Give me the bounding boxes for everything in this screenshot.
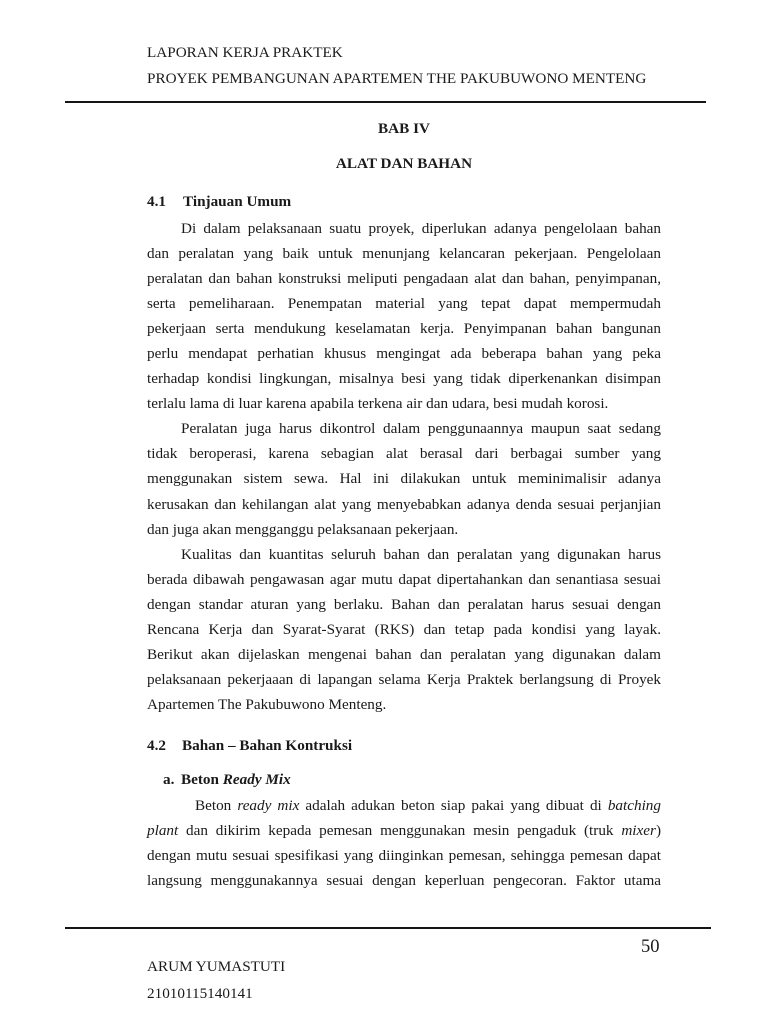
paragraph-line: menggunakan sistem sewa. Hal ini dilakukan untuk meminimalisir adanya xyxy=(147,470,661,488)
paragraph-line: Peralatan juga harus dikontrol dalam penggunaannya maupun saat sedang xyxy=(181,420,661,438)
section-title: Tinjauan Umum xyxy=(183,193,292,210)
footer-author: ARUM YUMASTUTI xyxy=(147,958,286,975)
paragraph-line: berada dibawah pengawasan agar mutu dapat dipertahankan dan senantiasa sesuai xyxy=(147,570,661,588)
header-report-title: LAPORAN KERJA PRAKTEK xyxy=(147,44,343,61)
paragraph-line xyxy=(147,793,661,818)
paragraph-line: Kualitas dan kuantitas seluruh bahan dan peralatan yang digunakan harus xyxy=(181,545,661,563)
italic-term: plant xyxy=(147,821,179,839)
paragraph-line: dan peralatan yang baik untuk menunjang kelancaran pekerjaan. Pengelolaan xyxy=(147,244,661,262)
paragraph-line: Apartemen The Pakubuwono Menteng. xyxy=(147,696,387,714)
footer-rule xyxy=(65,927,711,929)
paragraph xyxy=(147,416,661,541)
subsection-title-text: Beton xyxy=(181,771,219,788)
italic-term: batching xyxy=(607,796,661,814)
paragraph-line: Di dalam pelaksanaan suatu proyek, diperlukan adanya pengelolaan bahan xyxy=(181,219,661,237)
paragraph-line xyxy=(147,818,661,843)
italic-term: ready mix xyxy=(237,796,300,814)
paragraph-line: peralatan dan bahan konstruksi meliputi pengadaan alat dan bahan, penyimpanan, xyxy=(147,269,661,287)
chapter-number: BAB IV xyxy=(378,120,430,137)
paragraph xyxy=(147,542,661,718)
section-heading-4-1 xyxy=(147,189,292,214)
page-number: 50 xyxy=(641,937,660,957)
paragraph-line: serta pemeliharaan. Penempatan material yang tepat dapat mempermudah xyxy=(147,294,661,312)
subsection-marker: a. xyxy=(163,771,175,788)
line-text: Beton xyxy=(195,796,238,814)
subsection-title xyxy=(181,767,291,792)
paragraph-line: terhadap kondisi lingkungan, misalnya besi yang tidak diperkenankan disimpan xyxy=(147,370,661,388)
paragraph-line: Rencana Kerja dan Syarat-Syarat (RKS) dan tetap pada kondisi yang layak. xyxy=(147,621,661,638)
chapter-title: ALAT DAN BAHAN xyxy=(335,155,473,172)
paragraph-line xyxy=(147,843,661,868)
subsection-heading-a xyxy=(163,767,291,792)
header-rule xyxy=(65,101,706,103)
subsection-a-body xyxy=(147,793,661,894)
section-number: 4.2 xyxy=(147,737,166,754)
subsection-title-italic: Ready Mix xyxy=(222,771,291,788)
paragraph-line: dan juga akan mengganggu pelaksanaan pekerjaan. xyxy=(147,520,459,538)
paragraph-line: tidak beroperasi, karena sebagian alat berasal dari berbagai sumber yang xyxy=(147,445,661,463)
header-project-title: PROYEK PEMBANGUNAN APARTEMEN THE PAKUBUWONO MENTENG xyxy=(147,70,647,87)
section-number: 4.1 xyxy=(147,193,166,210)
italic-term: mixer xyxy=(621,821,656,839)
section-4-1-body xyxy=(147,216,661,718)
paragraph-line: terlalu lama di luar karena apabila terkena air dan udara, besi mudah korosi. xyxy=(147,395,609,413)
section-title: Bahan – Bahan Kontruksi xyxy=(182,737,353,754)
line-text: dan dikirim kepada pemesan menggunakan mesin pengaduk (truk xyxy=(178,821,622,839)
line-text: dengan mutu sesuai spesifikasi yang diinginkan pemesan, sehingga pemesan dapat xyxy=(147,847,661,865)
section-heading-4-2 xyxy=(147,733,353,758)
paragraph-line: pekerjaan serta mendukung keselamatan kerja. Penyimpanan bahan bangunan xyxy=(147,319,661,337)
paragraph-line: pelaksanaan pekerjaaan di lapangan selama Kerja Praktek berlangsung di Proyek xyxy=(147,671,661,689)
footer-student-id: 21010115140141 xyxy=(147,985,253,1002)
paragraph-line: perlu mendapat perhatian khusus mengingat ada beberapa bahan yang peka xyxy=(147,344,661,362)
paragraph-line xyxy=(147,868,661,893)
paragraph-line: Berikut akan dijelaskan mengenai bahan dan peralatan yang digunakan dalam xyxy=(147,646,661,664)
paragraph xyxy=(147,216,661,417)
paragraph-line: kerusakan dan kehilangan alat yang menyebabkan adanya denda sesuai perjanjian xyxy=(147,495,661,513)
line-text: ) xyxy=(655,821,661,839)
line-text: adalah adukan beton siap pakai yang dibuat di xyxy=(299,796,608,814)
paragraph-line: dengan standar aturan yang berlaku. Bahan dan peralatan harus sesuai dengan xyxy=(147,595,661,613)
line-text: langsung menggunakannya sesuai dengan keperluan pengecoran. Faktor utama xyxy=(147,872,661,890)
